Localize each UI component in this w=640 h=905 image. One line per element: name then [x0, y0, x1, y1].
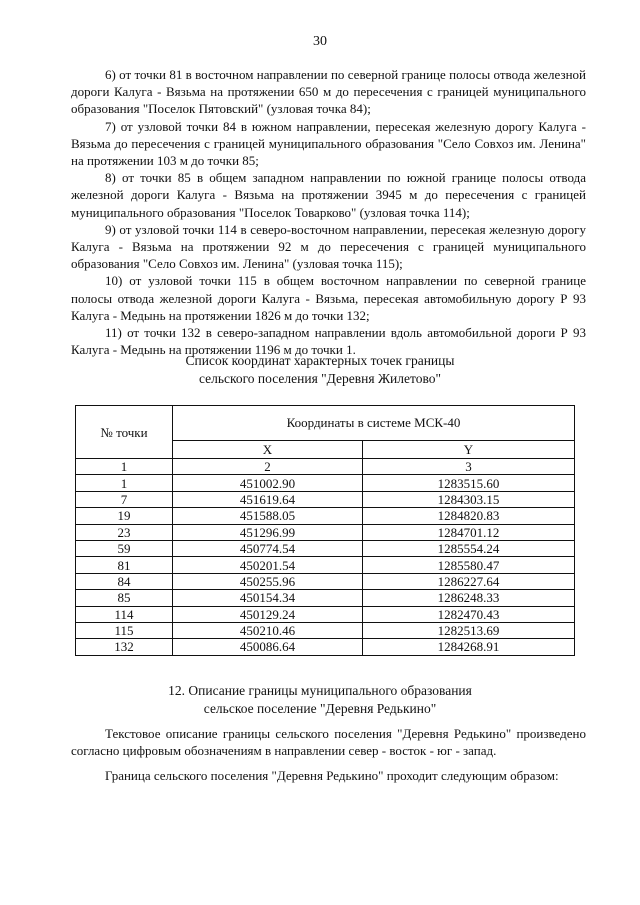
- x-cell: 451296.99: [173, 524, 363, 540]
- table-row: [76, 524, 575, 540]
- paragraph-10: 10) от узловой точки 115 в общем восточном направлении по северной границе полосы отвода железной дороги Калуга - Вязьма, пересекая автомобильную дорогу Р 93 Калуга - Медынь на протяжении 1826 м до точки 132;: [71, 273, 586, 323]
- point-cell: 7: [76, 491, 173, 507]
- x-cell: 450129.24: [173, 606, 363, 622]
- coordinate-list-heading: [0, 352, 640, 387]
- y-cell: 1284303.15: [362, 491, 574, 507]
- y-cell: 1285554.24: [362, 540, 574, 556]
- point-cell: 23: [76, 524, 173, 540]
- table-row: [76, 475, 575, 491]
- section-description: [71, 725, 586, 785]
- column-index: 1: [76, 459, 173, 475]
- boundary-intro-paragraph: Граница сельского поселения "Деревня Редькино" проходит следующим образом:: [105, 768, 559, 784]
- point-cell: 19: [76, 508, 173, 524]
- table-row: [76, 557, 575, 573]
- y-cell: 1284820.83: [362, 508, 574, 524]
- table-row: [76, 606, 575, 622]
- table-row: [76, 639, 575, 655]
- x-cell: 451002.90: [173, 475, 363, 491]
- paragraph-6: 6) от точки 81 в восточном направлении по северной границе полосы отвода железной дороги Калуга - Вязьма на протяжении 650 м до пересечения с границей муниципального образования "Поселок Пятовский" (узловая точка 84);: [71, 67, 586, 117]
- y-cell: 1282513.69: [362, 622, 574, 638]
- table-row: [76, 491, 575, 507]
- section-heading-line1: 12. Описание границы муниципального образования: [168, 683, 472, 698]
- x-header: X: [173, 440, 363, 458]
- y-cell: 1285580.47: [362, 557, 574, 573]
- coordinate-list-heading-line1: Список координат характерных точек границы: [185, 353, 455, 368]
- y-cell: 1283515.60: [362, 475, 574, 491]
- table-row: [76, 573, 575, 589]
- x-cell: 451619.64: [173, 491, 363, 507]
- y-cell: 1286227.64: [362, 573, 574, 589]
- x-cell: 450201.54: [173, 557, 363, 573]
- coordinate-list-heading-line2: сельского поселения "Деревня Жилетово": [198, 370, 442, 386]
- boundary-description: [71, 66, 586, 358]
- x-cell: 451588.05: [173, 508, 363, 524]
- point-cell: 1: [76, 475, 173, 491]
- point-cell: 84: [76, 573, 173, 589]
- y-cell: 1284268.91: [362, 639, 574, 655]
- point-cell: 115: [76, 622, 173, 638]
- table-row: [76, 508, 575, 524]
- y-cell: 1284701.12: [362, 524, 574, 540]
- column-index: 2: [173, 459, 363, 475]
- paragraph-7: 7) от узловой точки 84 в южном направлении, пересекая железную дорогу Калуга - Вязьма до пересечения с границей муниципального образования "Село Совхоз им. Ленина" на протяжении 103 м до точки 85;: [71, 118, 586, 169]
- y-cell: 1282470.43: [362, 606, 574, 622]
- coordinate-system-header: Координаты в системе МСК-40: [173, 406, 575, 441]
- point-cell: 85: [76, 590, 173, 606]
- section-heading: [0, 682, 640, 717]
- paragraph-9: 9) от узловой точки 114 в северо-восточном направлении, пересекая железную дорогу Калуга - Вязьма на протяжении 92 м до пересечения с границей муниципального образования "Село Совхоз им. Ленина" (узловая точка 115);: [71, 221, 586, 272]
- table-row: [76, 540, 575, 556]
- x-cell: 450210.46: [173, 622, 363, 638]
- x-cell: 450154.34: [173, 590, 363, 606]
- y-header: Y: [362, 440, 574, 458]
- description-paragraph: Текстовое описание границы сельского поселения "Деревня Редькино" произведено согласно цифровым обозначениям в направлении север - восток - юг - запад.: [71, 726, 586, 759]
- x-cell: 450086.64: [173, 639, 363, 655]
- paragraph-8: 8) от точки 85 в общем западном направлении по южной границе полосы отвода железной дороги Калуга - Вязьма на протяжении 3945 м до пересечения с границей муниципального образования "Поселок Товарково" (узловая точка 114);: [71, 170, 586, 220]
- point-cell: 59: [76, 540, 173, 556]
- table-row: [76, 590, 575, 606]
- y-cell: 1286248.33: [362, 590, 574, 606]
- section-heading-line2: сельское поселение "Деревня Редькино": [203, 700, 437, 716]
- page-number: 30: [313, 34, 327, 49]
- point-cell: 132: [76, 639, 173, 655]
- column-index-row: [76, 459, 575, 475]
- paragraph-11: 11) от точки 132 в северо-западном направлении вдоль автомобильной дороги Р 93 Калуга - Медынь на протяжении 1196 м до точки 1.: [71, 325, 586, 358]
- table-row: [76, 622, 575, 638]
- point-number-header: № точки: [76, 406, 173, 459]
- coordinates-table: [75, 405, 575, 656]
- point-cell: 114: [76, 606, 173, 622]
- point-cell: 81: [76, 557, 173, 573]
- column-index: 3: [362, 459, 574, 475]
- x-cell: 450774.54: [173, 540, 363, 556]
- x-cell: 450255.96: [173, 573, 363, 589]
